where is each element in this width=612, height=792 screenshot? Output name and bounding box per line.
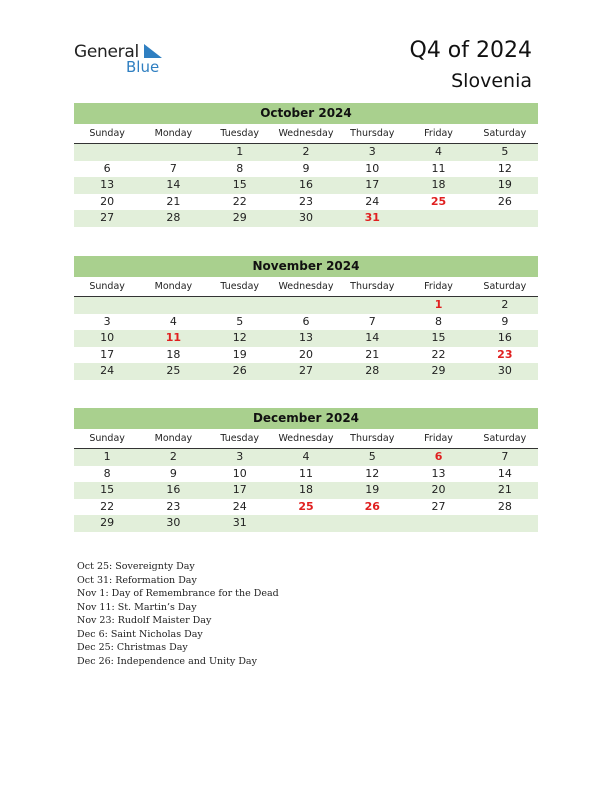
day-cell: 24: [365, 194, 380, 208]
day-cell: 12: [232, 331, 247, 344]
week-row: [74, 515, 538, 532]
day-cell: 5: [236, 314, 244, 328]
week-row: [74, 347, 538, 364]
day-cell: 5: [368, 450, 376, 463]
day-cell: 25: [298, 499, 314, 513]
week-row: [74, 177, 538, 194]
day-cell: 15: [431, 331, 446, 344]
month-calendar: [74, 408, 538, 532]
day-cell: 4: [302, 450, 310, 463]
week-row: [74, 449, 538, 466]
generalblue-logo: [74, 42, 174, 82]
month-header: October 2024: [74, 103, 538, 124]
day-cell: 11: [298, 466, 313, 480]
month-header: December 2024: [74, 408, 538, 429]
day-cell: 7: [169, 161, 177, 175]
weekday-label: Sunday: [89, 281, 125, 292]
day-cell: 30: [166, 516, 181, 529]
weekday-label: Monday: [154, 281, 193, 292]
day-cell: 29: [232, 211, 247, 224]
day-cell: 21: [166, 194, 181, 208]
day-cell: 14: [365, 331, 380, 344]
holiday-item: Oct 25: Sovereignty Day: [77, 561, 195, 572]
day-cell: 16: [298, 178, 313, 191]
day-cell: 30: [497, 364, 512, 377]
weekday-label: Friday: [424, 433, 453, 444]
page-title: Q4 of 2024: [409, 38, 532, 63]
weekday-label: Saturday: [483, 128, 527, 139]
day-cell: 22: [232, 194, 247, 208]
day-cell: 19: [497, 178, 512, 191]
holiday-item: Dec 26: Independence and Unity Day: [77, 655, 257, 667]
weekday-label: Tuesday: [220, 281, 260, 292]
day-cell: 19: [232, 347, 247, 361]
day-cell: 11: [431, 161, 446, 175]
day-cell: 19: [365, 483, 380, 496]
day-cell: 23: [166, 499, 181, 513]
weekday-label: Thursday: [350, 128, 395, 139]
day-cell: 12: [365, 466, 380, 480]
day-cell: 8: [103, 466, 111, 480]
weekday-label: Friday: [424, 281, 453, 292]
day-cell: 8: [236, 161, 244, 175]
day-cell: 26: [232, 364, 247, 377]
day-cell: 18: [431, 178, 446, 191]
day-cell: 26: [364, 499, 380, 513]
logo-triangle-icon: [142, 44, 162, 58]
day-cell: 3: [236, 450, 244, 463]
day-cell: [273, 515, 339, 532]
day-cell: 23: [298, 194, 313, 208]
day-cell: 1: [236, 145, 244, 158]
day-cell: 26: [497, 194, 512, 208]
week-row: [74, 314, 538, 331]
weekday-label: Monday: [154, 128, 193, 139]
country-name: Slovenia: [451, 70, 532, 92]
day-cell: 13: [100, 178, 115, 191]
day-cell: 20: [100, 194, 115, 208]
day-cell: [74, 297, 140, 314]
day-cell: 25: [166, 364, 181, 377]
day-cell: 2: [169, 450, 177, 463]
week-row: [74, 161, 538, 178]
logo-text-blue: Blue: [126, 58, 160, 76]
day-cell: 6: [434, 450, 443, 463]
day-cell: 18: [166, 347, 181, 361]
day-cell: 6: [103, 161, 111, 175]
weekday-label: Tuesday: [220, 128, 260, 139]
weekday-label: Wednesday: [278, 433, 334, 444]
holiday-list: [77, 560, 279, 668]
weekday-label: Sunday: [89, 433, 125, 444]
week-row: [74, 499, 538, 516]
day-cell: 31: [364, 211, 380, 224]
day-cell: [74, 144, 140, 161]
day-cell: 28: [365, 364, 380, 377]
day-cell: [405, 515, 471, 532]
day-cell: [140, 144, 206, 161]
day-cell: 29: [100, 516, 115, 529]
week-row: [74, 297, 538, 314]
day-cell: 9: [302, 161, 310, 175]
day-cell: [207, 297, 273, 314]
day-cell: 17: [232, 483, 247, 496]
day-cell: 10: [365, 161, 380, 175]
logo-text-general: General: [74, 42, 139, 62]
day-cell: 1: [434, 298, 443, 311]
day-cell: 9: [169, 466, 177, 480]
day-cell: 12: [497, 161, 512, 175]
day-cell: [405, 210, 471, 227]
day-cell: 7: [501, 450, 509, 463]
day-cell: 1: [103, 450, 111, 463]
day-cell: 28: [497, 499, 512, 513]
weekday-row: [74, 280, 538, 297]
week-row: [74, 482, 538, 499]
day-cell: 22: [431, 347, 446, 361]
day-cell: 24: [232, 499, 247, 513]
day-cell: 21: [497, 483, 512, 496]
day-cell: 11: [165, 331, 182, 344]
day-cell: 3: [368, 145, 376, 158]
day-cell: 27: [431, 499, 446, 513]
weekday-label: Friday: [424, 128, 453, 139]
weekday-label: Thursday: [350, 281, 395, 292]
day-cell: 8: [435, 314, 443, 328]
holiday-item: Nov 11: St. Martin’s Day: [77, 601, 197, 613]
day-cell: 6: [302, 314, 310, 328]
holiday-item: Dec 25: Christmas Day: [77, 642, 188, 653]
week-row: [74, 210, 538, 227]
day-cell: 10: [100, 331, 115, 344]
day-cell: 13: [298, 331, 313, 344]
day-cell: 14: [166, 178, 181, 191]
month-calendar: [74, 256, 538, 380]
day-cell: 3: [103, 314, 111, 328]
day-cell: 17: [365, 178, 380, 191]
weekday-label: Sunday: [89, 128, 125, 139]
day-cell: 7: [368, 314, 376, 328]
day-cell: 4: [435, 145, 443, 158]
holiday-item: Dec 6: Saint Nicholas Day: [77, 628, 203, 640]
day-cell: 29: [431, 364, 446, 377]
weekday-label: Tuesday: [220, 433, 260, 444]
weekday-label: Saturday: [483, 433, 527, 444]
day-cell: 2: [501, 298, 509, 311]
week-row: [74, 194, 538, 211]
weekday-label: Monday: [154, 433, 193, 444]
day-cell: [472, 515, 538, 532]
day-cell: 25: [430, 194, 447, 208]
day-cell: 23: [497, 347, 513, 361]
day-cell: 30: [298, 211, 313, 224]
day-cell: 16: [166, 483, 181, 496]
holiday-item: Nov 1: Day of Remembrance for the Dead: [77, 588, 279, 599]
day-cell: 28: [166, 211, 181, 224]
day-cell: 13: [431, 466, 446, 480]
day-cell: 20: [431, 483, 446, 496]
day-cell: 21: [365, 347, 380, 361]
holiday-item: Nov 23: Rudolf Maister Day: [77, 615, 212, 626]
day-cell: 5: [501, 145, 509, 158]
weekday-label: Wednesday: [278, 128, 334, 139]
month-header: November 2024: [74, 256, 538, 277]
weekday-label: Wednesday: [278, 281, 334, 292]
week-row: [74, 144, 538, 161]
day-cell: 15: [100, 483, 115, 496]
weekday-row: [74, 432, 538, 449]
day-cell: 16: [497, 331, 512, 344]
month-calendar: [74, 103, 538, 227]
day-cell: 15: [232, 178, 247, 191]
day-cell: 27: [100, 211, 115, 224]
day-cell: 2: [302, 145, 310, 158]
day-cell: 9: [501, 314, 509, 328]
day-cell: 18: [298, 483, 313, 496]
week-row: [74, 466, 538, 483]
day-cell: 24: [100, 364, 115, 377]
day-cell: 14: [497, 466, 512, 480]
day-cell: [339, 515, 405, 532]
week-row: [74, 330, 538, 347]
day-cell: 31: [232, 516, 247, 529]
week-row: [74, 363, 538, 380]
day-cell: [273, 297, 339, 314]
holiday-item: Oct 31: Reformation Day: [77, 574, 197, 586]
day-cell: [472, 210, 538, 227]
weekday-row: [74, 127, 538, 144]
day-cell: 22: [100, 499, 115, 513]
day-cell: 27: [298, 364, 313, 377]
day-cell: 4: [169, 314, 177, 328]
day-cell: 17: [100, 347, 115, 361]
day-cell: [140, 297, 206, 314]
day-cell: [339, 297, 405, 314]
weekday-label: Saturday: [483, 281, 527, 292]
day-cell: 20: [298, 347, 313, 361]
weekday-label: Thursday: [350, 433, 395, 444]
day-cell: 10: [232, 466, 247, 480]
